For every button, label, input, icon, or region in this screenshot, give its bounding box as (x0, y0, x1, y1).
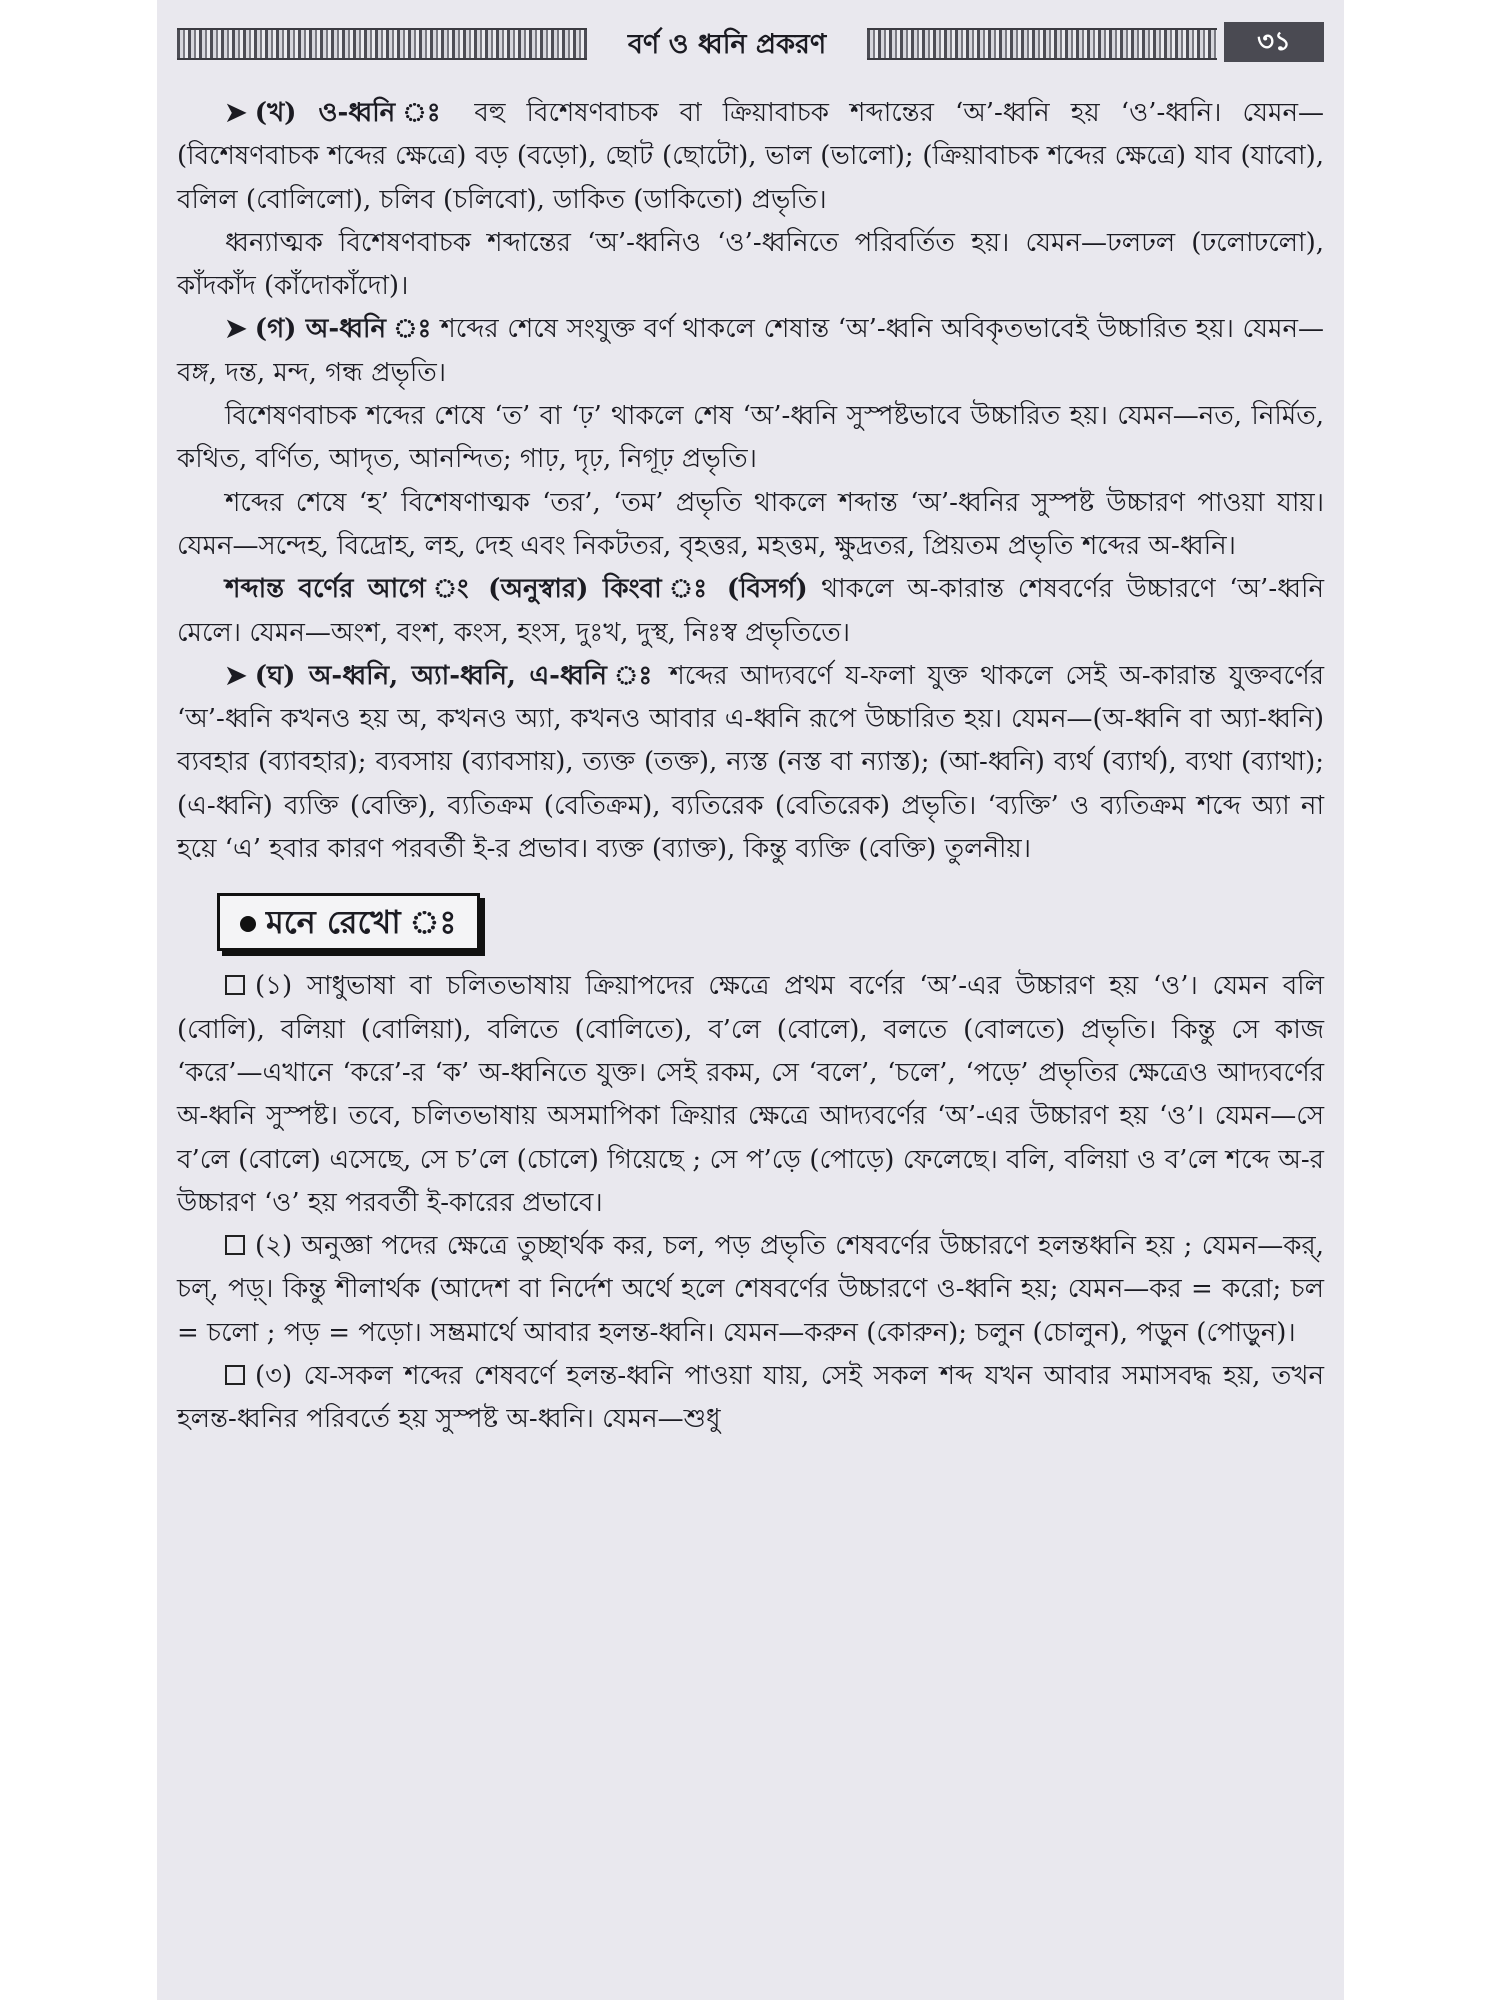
section-ga (177, 308, 1324, 395)
page-header (177, 22, 1324, 64)
section-gha-heading: (ঘ) অ-ধ্বনি, অ্যা-ধ্বনি, এ-ধ্বনি ঃ (254, 660, 657, 691)
section-kha-heading: (খ) ও-ধ্বনি ঃ (254, 98, 454, 128)
section-ga-para4 (177, 568, 1324, 655)
arrow-bullet-icon: ➤ (225, 98, 247, 128)
note-item-1 (177, 965, 1324, 1225)
remember-box-label: মনে রেখো ঃ (266, 903, 457, 942)
page-number: ৩১ (1224, 22, 1324, 62)
remember-box (217, 893, 480, 951)
note-item-2 (177, 1225, 1324, 1355)
arrow-bullet-icon: ➤ (225, 660, 247, 691)
section-ga-para2: বিশেষণবাচক শব্দের শেষে ‘ত’ বা ‘ঢ়’ থাকলে শেষ ‘অ’-ধ্বনি সুস্পষ্টভাবে উচ্চারিত হয়। যেমন—নত, নির্মিত, কথিত, বর্ণিত, আদৃত, আনন্দিত; গাঢ়, দৃঢ়, নিগূঢ় প্রভৃতি। (177, 401, 1324, 475)
checkbox-bullet-icon (225, 1235, 245, 1255)
bullet-dot-icon (240, 916, 256, 932)
section-gha-text: শব্দের আদ্যবর্ণে য-ফলা যুক্ত থাকলে সেই অ-কারান্ত যুক্তবর্ণের ‘অ’-ধ্বনি কখনও হয় অ, কখনও অ্যা, কখনও আবার এ-ধ্বনি রূপে উচ্চারিত হয়। যেমন—(অ-ধ্বনি বা অ্যা-ধ্বনি) ব্যবহার (ব্যাবহার); ব্যবসায় (ব্যাবসায়), ত্যক্ত (তক্ত), ন্যস্ত (নস্ত বা ন্যাস্ত); (আ-ধ্বনি) ব্যর্থ (ব্যার্থ), ব্যথা (ব্যাথা); (এ-ধ্বনি) ব্যক্তি (বেক্তি), ব্যতিক্রম (বেতিক্রম), ব্যতিরেক (বেতিরেক) প্রভৃতি। ‘ব্যক্তি’ ও ব্যতিক্রম শব্দে অ্যা না হয়ে ‘এ’ হবার কারণ পরবর্তী ই-র প্রভাব। ব্যক্ত (ব্যাক্ত), কিন্তু ব্যক্তি (বেক্তি) তুলনীয়। (177, 660, 1324, 865)
section-ga-heading: (গ) অ-ধ্বনি ঃ (254, 314, 432, 345)
arrow-bullet-icon: ➤ (225, 314, 247, 345)
header-ornament-right (867, 28, 1217, 60)
section-ga-para4-bold: শব্দান্ত বর্ণের আগে ং (অনুস্বার) কিংবা ঃ (বিসর্গ) (225, 574, 808, 605)
note-number: (১) (255, 971, 293, 1002)
section-ga-para4-text: থাকলে অ-কারান্ত শেষবর্ণের উচ্চারণে ‘অ’-ধ্বনি মেলে। যেমন—অংশ, বংশ, কংস, হংস, দুঃখ, দুস্থ, নিঃস্ব প্রভৃতিতে। (177, 574, 1324, 648)
section-kha-text: বহু বিশেষণবাচক বা ক্রিয়াবাচক শব্দান্তের ‘অ’-ধ্বনি হয় ‘ও’-ধ্বনি। যেমন—(বিশেষণবাচক শব্দের ক্ষেত্রে) বড় (বড়ো), ছোট (ছোটো), ভাল (ভালো); (ক্রিয়াবাচক শব্দের ক্ষেত্রে) যাব (যাবো), বলিল (বোলিলো), চলিব (চলিবো), ডাকিত (ডাকিতো) প্রভৃতি। (177, 98, 1324, 215)
note-text: সাধুভাষা বা চলিতভাষায় ক্রিয়াপদের ক্ষেত্রে প্রথম বর্ণের ‘অ’-এর উচ্চারণ হয় ‘ও’। যেমন বলি (বোলি), বলিয়া (বোলিয়া), বলিতে (বোলিতে), ব’লে (বোলে), বলতে (বোলতে) প্রভৃতি। কিন্তু সে কাজ ‘করে’—এখানে ‘করে’-র ‘ক’ অ-ধ্বনিতে যুক্ত। সেই রকম, সে ‘বলে’, ‘চলে’, ‘পড়ে’ প্রভৃতির ক্ষেত্রেও আদ্যবর্ণের অ-ধ্বনি সুস্পষ্ট। তবে, চলিতভাষায় অসমাপিকা ক্রিয়ার ক্ষেত্রে আদ্যবর্ণের ‘অ’-এর উচ্চারণ হয় ‘ও’। যেমন—সে ব’লে (বোলে) এসেছে, সে চ’লে (চোলে) গিয়েছে ; সে প’ড়ে (পোড়ে) ফেলেছে। বলি, বলিয়া ও ব’লে শব্দে অ-র উচ্চারণ ‘ও’ হয় পরবর্তী ই-কারের প্রভাবে। (177, 971, 1324, 1218)
checkbox-bullet-icon (225, 975, 245, 995)
note-item-3 (177, 1355, 1324, 1442)
chapter-title: বর্ণ ও ধ্বনি প্রকরণ (627, 29, 827, 60)
header-ornament-left (177, 28, 587, 60)
section-kha-para2: ধ্বন্যাত্মক বিশেষণবাচক শব্দান্তের ‘অ’-ধ্বনিও ‘ও’-ধ্বনিতে পরিবর্তিত হয়। যেমন—ঢলঢল (ঢলোঢলো), কাঁদকাঁদ (কাঁদোকাঁদো)। (177, 227, 1324, 302)
checkbox-bullet-icon (225, 1365, 245, 1385)
page-body (177, 92, 1324, 1442)
note-number: (৩) (255, 1361, 293, 1392)
section-kha (177, 92, 1324, 222)
book-page (157, 0, 1344, 2000)
section-ga-text: শব্দের শেষে সংযুক্ত বর্ণ থাকলে শেষান্ত ‘অ’-ধ্বনি অবিকৃতভাবেই উচ্চারিত হয়। যেমন—বঙ্গ, দন্ত, মন্দ, গন্ধ প্রভৃতি। (177, 314, 1324, 388)
section-ga-para3: শব্দের শেষে ‘হ’ বিশেষণাত্মক ‘তর’, ‘তম’ প্রভৃতি থাকলে শব্দান্ত ‘অ’-ধ্বনির সুস্পষ্ট উচ্চারণ পাওয়া যায়। যেমন—সন্দেহ, বিদ্রোহ, লহ, দেহ এবং নিকটতর, বৃহত্তর, মহত্তম, ক্ষুদ্রতর, প্রিয়তম প্রভৃতি শব্দের অ-ধ্বনি। (177, 487, 1324, 561)
note-text: অনুজ্ঞা পদের ক্ষেত্রে তুচ্ছার্থক কর, চল, পড় প্রভৃতি শেষবর্ণের উচ্চারণে হলন্তধ্বনি হয় ; যেমন—কর্, চল্, পড়্। কিন্তু শীলার্থক (আদেশ বা নির্দেশ অর্থে হলে শেষবর্ণের উচ্চারণে ও-ধ্বনি হয়; যেমন—কর = করো; চল = চলো ; পড় = পড়ো। সম্ভ্রমার্থে আবার হলন্ত-ধ্বনি। যেমন—করুন (কোরুন); চলুন (চোলুন), পড়ুন (পোড়ুন)। (177, 1231, 1324, 1348)
note-number: (২) (255, 1231, 293, 1262)
note-text: যে-সকল শব্দের শেষবর্ণে হলন্ত-ধ্বনি পাওয়া যায়, সেই সকল শব্দ যখন আবার সমাসবদ্ধ হয়, তখন হলন্ত-ধ্বনির পরিবর্তে হয় সুস্পষ্ট অ-ধ্বনি। যেমন—শুধু (177, 1361, 1324, 1435)
section-gha (177, 655, 1324, 871)
